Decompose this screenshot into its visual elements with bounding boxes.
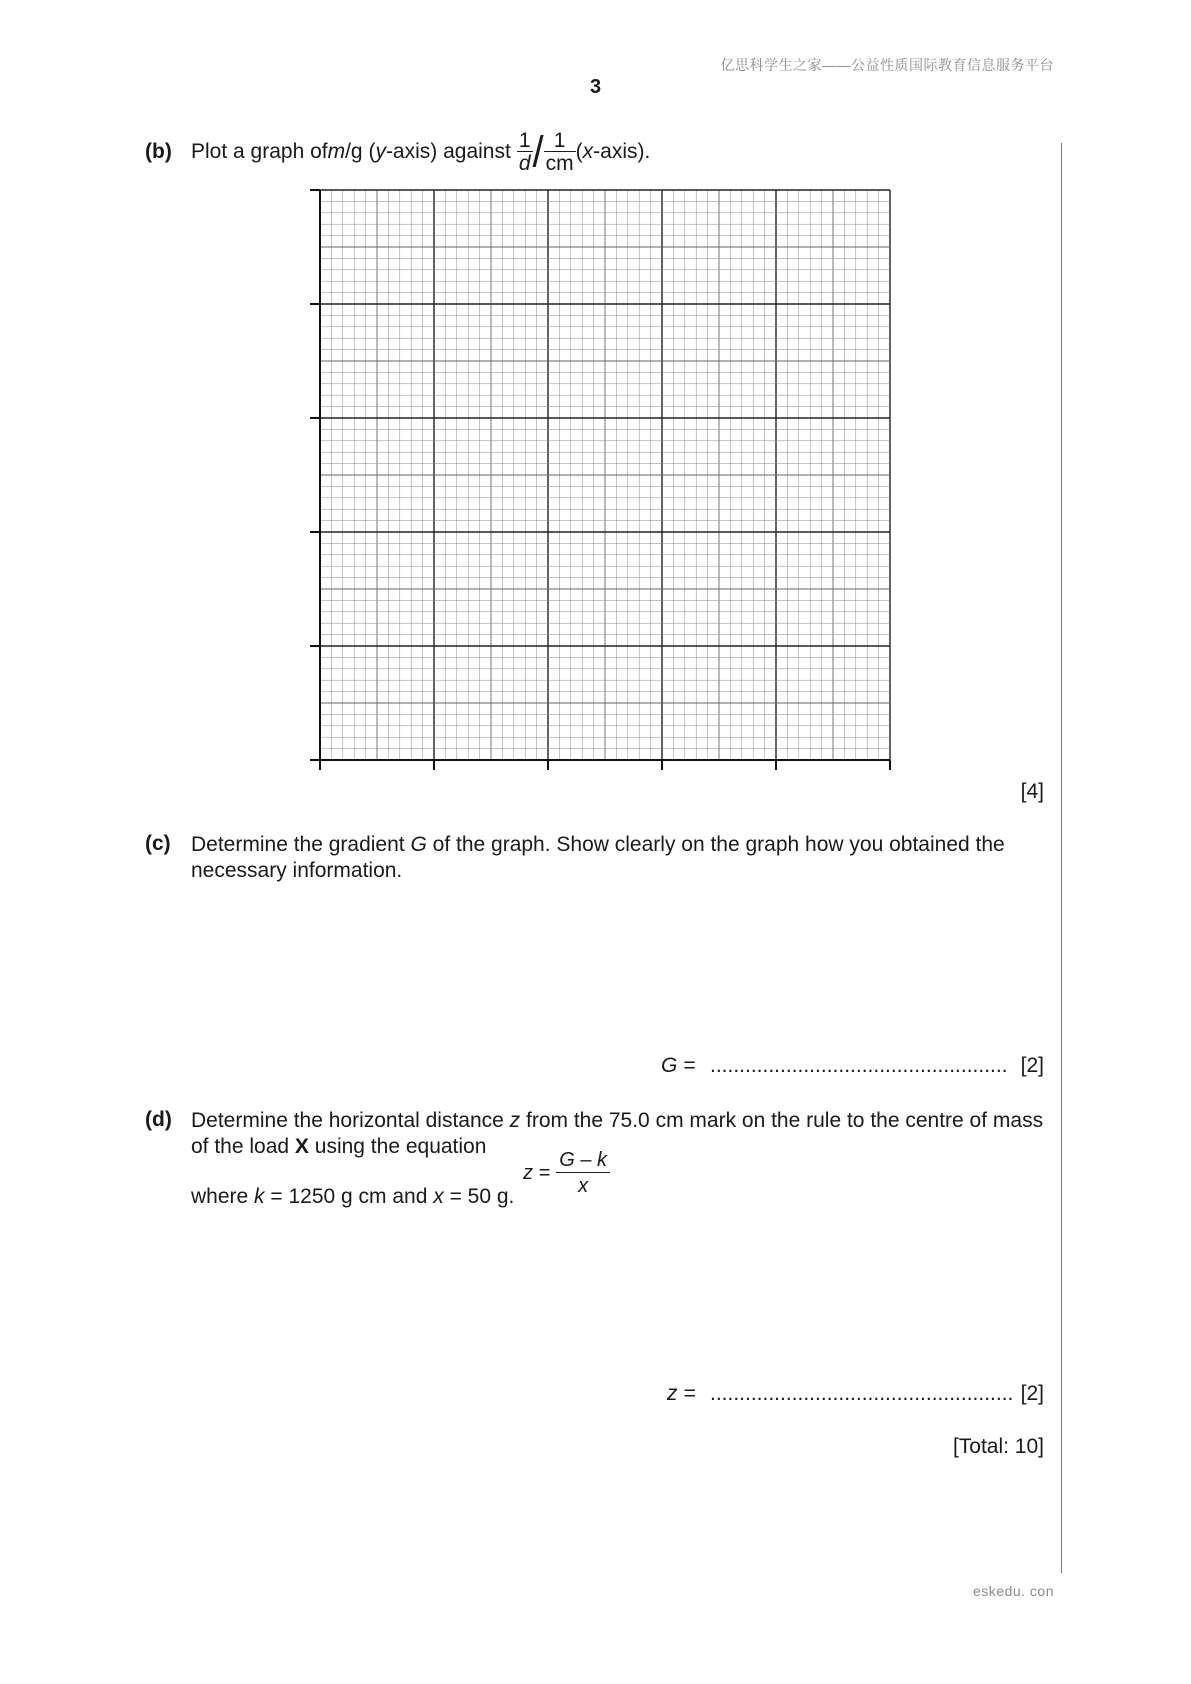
- equation-denominator: x: [556, 1172, 610, 1196]
- where-text-2: = 1250 g cm and: [264, 1185, 434, 1208]
- part-c-text-1: Determine the gradient: [191, 833, 411, 856]
- part-d-where: [191, 1185, 514, 1209]
- where-text-1: where: [191, 1185, 255, 1208]
- part-b-question: [191, 128, 650, 176]
- fraction-one-over-d: [517, 130, 533, 174]
- part-c-question: [191, 832, 1046, 884]
- part-d-label: (d): [145, 1108, 172, 1131]
- answer-G-label: G =: [661, 1054, 696, 1077]
- graph-paper-grid[interactable]: [300, 185, 900, 775]
- var-G: G: [410, 833, 427, 856]
- equation-fraction: [556, 1150, 610, 1196]
- part-d-question: [191, 1108, 1046, 1160]
- fraction-slash: /: [532, 127, 544, 177]
- part-c-text-2: of the graph. Show clearly on the graph how you obtained the necessary information.: [191, 833, 1005, 882]
- fraction-1-numerator: 1: [518, 129, 531, 152]
- footer-source: eskedu. con: [973, 1583, 1054, 1599]
- part-c-marks: [2]: [1020, 1054, 1044, 1077]
- part-d-marks: [2]: [1020, 1382, 1044, 1405]
- part-b-label: [145, 140, 172, 164]
- fraction-2-numerator: 1: [553, 129, 566, 152]
- part-b-number: (b): [145, 140, 172, 163]
- equation: [523, 1150, 610, 1196]
- part-d-text-1: Determine the horizontal distance: [191, 1109, 510, 1132]
- part-b-text-5: -axis).: [593, 140, 651, 163]
- var-z: z: [509, 1109, 521, 1132]
- part-d-text-2: from the 75.0 cm mark on the rule to the centre of mass of the load: [191, 1109, 1044, 1158]
- var-x: x: [433, 1185, 444, 1208]
- part-b-text-2: /g (: [345, 140, 376, 163]
- equation-lhs: z =: [523, 1161, 551, 1184]
- load-X: X: [294, 1135, 309, 1158]
- part-b-text-3: -axis) against: [385, 140, 511, 163]
- total-marks: [Total: 10]: [952, 1435, 1044, 1458]
- where-text-3: = 50 g.: [443, 1185, 515, 1208]
- answer-z-label: z =: [667, 1382, 696, 1405]
- fraction-2-denominator: cm: [545, 152, 574, 175]
- part-b-text-1: Plot a graph of: [191, 140, 328, 163]
- watermark: 亿思科学生之家——公益性质国际教育信息服务平台: [720, 57, 1054, 73]
- var-k: k: [254, 1185, 265, 1208]
- var-m: m: [327, 140, 346, 163]
- page-number: 3: [589, 76, 602, 98]
- margin-rule: [1061, 143, 1062, 1573]
- answer-G-field[interactable]: ...................................................: [710, 1054, 1008, 1077]
- fraction-1-denominator: d: [518, 152, 531, 175]
- var-y: y: [375, 140, 386, 163]
- part-d-text-3: using the equation: [308, 1135, 487, 1158]
- part-c-label: (c): [145, 832, 171, 855]
- fraction-one-over-cm: [544, 130, 576, 174]
- equation-numerator: G – k: [559, 1149, 608, 1171]
- var-x-axis: x: [582, 140, 594, 163]
- answer-z-field[interactable]: ....................................................: [710, 1382, 1014, 1405]
- part-b-marks: [4]: [1020, 780, 1044, 803]
- part-b-text-4: (: [575, 140, 583, 163]
